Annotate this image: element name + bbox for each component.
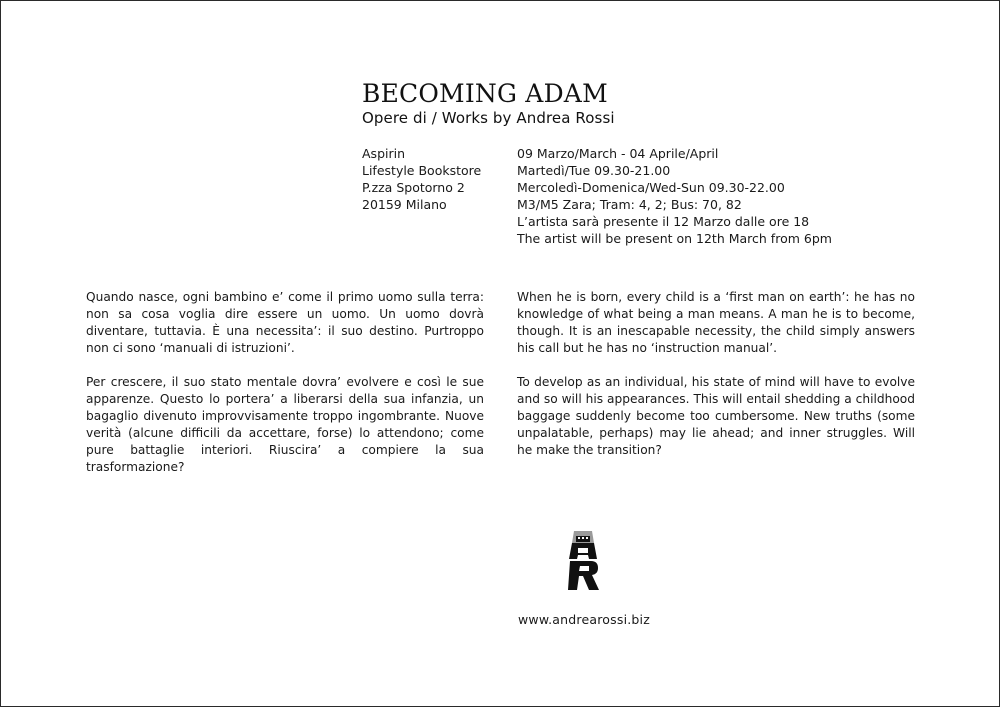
venue-name: Aspirin	[362, 146, 406, 161]
ar-monogram-logo-icon	[565, 531, 601, 591]
english-paragraph-1: When he is born, every child is a ‘first man on earth’: he has no knowledge of what being a man means. A man he is to become, though. It is an inescapable necessity, the child simply answers his call but he has no ‘instruction manual’.	[517, 290, 915, 355]
italian-paragraph-2: Per crescere, il suo stato mentale dovra’ evolvere e così le sue apparenze. Questo lo portera’ a liberarsi della sua infanzia, un bagaglio divenuto improvvisamente troppo ingombrante. Nuove verità (alcune difficili da accettare, forse) lo attendono; come pure battaglie interiori. Riuscira’ a compiere la sua trasformazione?	[86, 375, 484, 474]
schedule-dates: 09 Marzo/March - 04 Aprile/April	[517, 146, 719, 161]
english-description	[517, 289, 915, 476]
venue-street: P.zza Spotorno 2	[362, 180, 465, 195]
venue-type: Lifestyle Bookstore	[362, 163, 482, 178]
exhibition-title: BECOMING ADAM	[362, 79, 608, 108]
schedule-wed-sun-hours: Mercoledì-Domenica/Wed-Sun 09.30-22.00	[517, 180, 785, 195]
schedule-artist-presence-en: The artist will be present on 12th March from 6pm	[517, 231, 832, 246]
venue-city: 20159 Milano	[362, 197, 447, 212]
website-url: www.andrearossi.biz	[518, 612, 650, 627]
logo-r-body	[568, 561, 599, 590]
exhibition-schedule	[517, 145, 832, 247]
logo-r-counter	[579, 566, 589, 571]
schedule-artist-presence-it: L’artista sarà presente il 12 Marzo dalle ore 18	[517, 214, 810, 229]
venue-address	[362, 145, 481, 213]
english-paragraph-2: To develop as an individual, his state of mind will have to evolve and so will his appearances. This will entail shedding a childhood baggage suddenly become too cumbersome. New truths (some unpalatable, perhaps) may lie ahead; and inner struggles. Will he make the transition?	[517, 375, 915, 457]
schedule-transport: M3/M5 Zara; Tram: 4, 2; Bus: 70, 82	[517, 197, 742, 212]
schedule-tuesday-hours: Martedì/Tue 09.30-21.00	[517, 163, 671, 178]
exhibition-subtitle: Opere di / Works by Andrea Rossi	[362, 109, 615, 127]
italian-description	[86, 289, 484, 493]
italian-paragraph-1: Quando nasce, ogni bambino e’ come il primo uomo sulla terra: non sa cosa voglia dire essere un uomo. Un uomo dovrà diventare, tuttavia. È una necessita’: il suo destino. Purtroppo non ci sono ‘manuali di istruzioni’.	[86, 290, 484, 355]
logo-a-counter	[578, 548, 588, 553]
